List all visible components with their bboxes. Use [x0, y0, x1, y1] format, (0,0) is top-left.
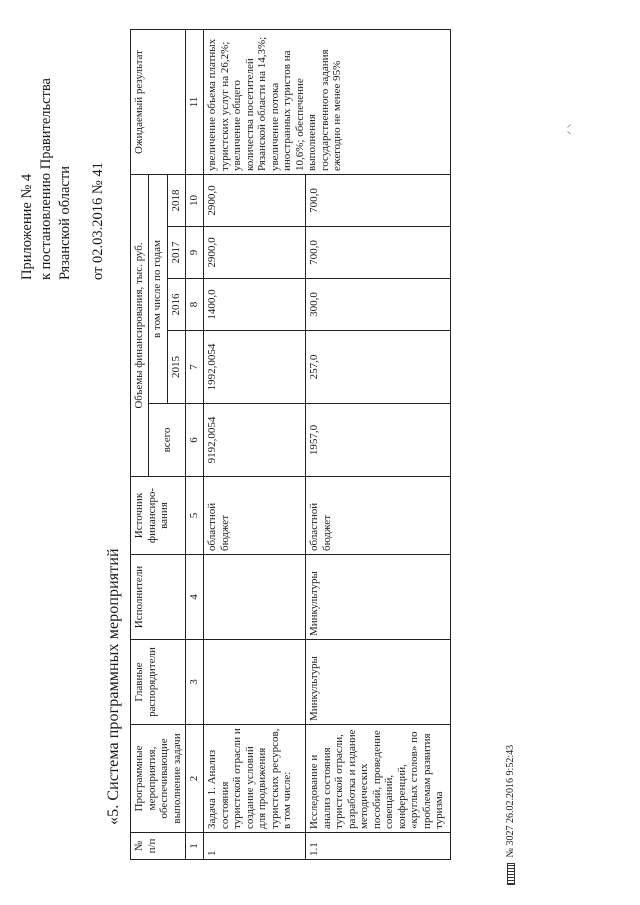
measures-table [130, 29, 451, 860]
appendix-resolution: к постановлению Правительства [38, 78, 54, 280]
appendix-number: Приложение № 4 [19, 173, 35, 280]
row-total: 9192,0054 [204, 404, 306, 477]
row-2017: 700,0 [306, 227, 451, 279]
col-number: 8 [186, 279, 204, 331]
row-2016: 300,0 [306, 279, 451, 331]
col-number: 9 [186, 227, 204, 279]
header-by-years: в том числе по годам [149, 175, 168, 404]
col-number: 10 [186, 175, 204, 227]
header-2015: 2015 [168, 331, 186, 404]
col-number: 11 [186, 30, 204, 175]
row-result: увеличение объема платных туристских услуг на 26,2%; увеличение общего количества посетителей Рязанской области на 14,3%; увеличение потока иностранных туристов на 10,6%; обеспечение выполнения государственного задания ежегодно не менее 95% [204, 30, 451, 175]
row-2018: 700,0 [306, 175, 451, 227]
col-number: 2 [186, 725, 204, 833]
header-total: всего [149, 404, 186, 477]
row-managers: Минкультуры [306, 640, 451, 725]
stamp-text: № 3027 26.02.2016 9:52:43 [505, 744, 516, 858]
row-2015: 1992,0054 [204, 331, 306, 404]
header-source: Источник финансиро- вания [131, 477, 186, 555]
row-program: Задача 1. Анализ состояния туристской отрасли и создание условий для продвижения туристских ресурсов, в том числе: [204, 725, 306, 833]
row-2017: 2900,0 [204, 227, 306, 279]
header-2016: 2016 [168, 279, 186, 331]
row-num: 1.1 [306, 833, 451, 860]
table-row [204, 30, 306, 860]
scan-mark: ⸝ ⸜ [562, 123, 572, 135]
header-managers: Главные распорядители [131, 640, 186, 725]
header-executors: Исполнители [131, 555, 186, 640]
header-2017: 2017 [168, 227, 186, 279]
row-source: областной бюджет [204, 477, 306, 555]
appendix-region: Рязанской области [57, 166, 73, 280]
row-num: 1 [204, 833, 306, 860]
row-executors: Минкультуры [306, 555, 451, 640]
header-volumes: Объемы финансирования, тыс. руб. [131, 175, 149, 477]
col-number: 7 [186, 331, 204, 404]
header-num: № п/п [131, 833, 186, 860]
row-program: Исследование и анализ состояния туристской отрасли, разработка и издание методических пособий, проведение совещаний, конференций, «круглых столов» по проблемам развития туризма [306, 725, 451, 833]
col-number: 6 [186, 404, 204, 477]
row-managers [204, 640, 306, 725]
section-title: «5. Система программных мероприятий [105, 548, 122, 825]
row-total: 1957,0 [306, 404, 451, 477]
registration-stamp [505, 745, 516, 885]
column-numbers-row [186, 30, 204, 860]
row-2015: 257,0 [306, 331, 451, 404]
row-executors [204, 555, 306, 640]
appendix-date: от 02.03.2016 № 41 [90, 162, 106, 280]
row-source: областной бюджет [306, 477, 451, 555]
header-2018: 2018 [168, 175, 186, 227]
barcode-icon [507, 863, 515, 885]
row-2016: 1400,0 [204, 279, 306, 331]
row-2018: 2900,0 [204, 175, 306, 227]
col-number: 1 [186, 833, 204, 860]
header-program: Программные мероприятия, обеспечивающие выполнение задачи [131, 725, 186, 833]
appendix-header [18, 40, 108, 280]
col-number: 3 [186, 640, 204, 725]
col-number: 5 [186, 477, 204, 555]
header-result: Ожидаемый результат [131, 30, 186, 175]
col-number: 4 [186, 555, 204, 640]
